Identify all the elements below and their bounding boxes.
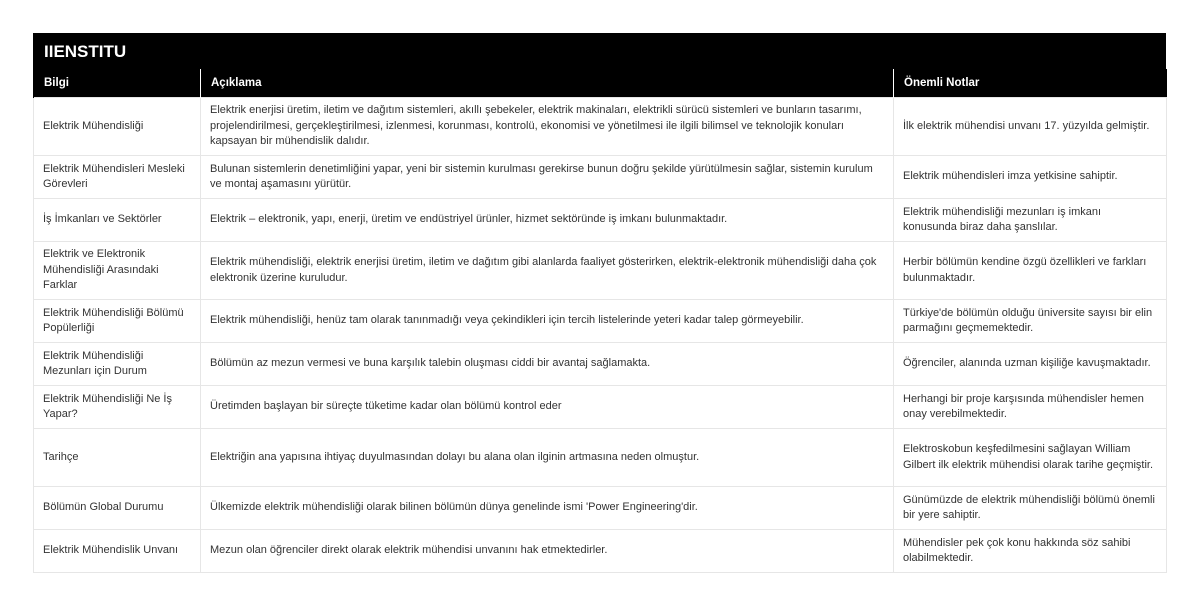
cell-bilgi: İş İmkanları ve Sektörler — [34, 199, 201, 242]
cell-aciklama: Üretimden başlayan bir süreçte tüketime kadar olan bölümü kontrol eder — [201, 386, 894, 429]
cell-aciklama: Bulunan sistemlerin denetimliğini yapar, yeni bir sistemin kurulması gerekirse bunun doğru şekilde yürütülmesin sağlar, sistemin kurulum ve montaj aşamasını yürütür. — [201, 156, 894, 199]
cell-notlar: Elektrik mühendisleri imza yetkisine sahiptir. — [894, 156, 1167, 199]
cell-bilgi: Elektrik Mühendisliği Ne İş Yapar? — [34, 386, 201, 429]
brand-title: IIENSTITU — [33, 33, 1166, 69]
cell-aciklama: Elektrik mühendisliği, henüz tam olarak tanınmadığı veya çekindikleri için tercih listelerinde yeteri kadar talep görmeyebilir. — [201, 300, 894, 343]
cell-bilgi: Elektrik Mühendislik Unvanı — [34, 530, 201, 573]
cell-bilgi: Elektrik Mühendisliği Bölümü Popülerliği — [34, 300, 201, 343]
table-row — [34, 429, 1167, 487]
table-row — [34, 242, 1167, 300]
table-row — [34, 199, 1167, 242]
cell-notlar: Herhangi bir proje karşısında mühendisler hemen onay verebilmektedir. — [894, 386, 1167, 429]
cell-notlar: Herbir bölümün kendine özgü özellikleri ve farkları bulunmaktadır. — [894, 242, 1167, 300]
table-row — [34, 156, 1167, 199]
cell-notlar: Günümüzde de elektrik mühendisliği bölümü önemli bir yere sahiptir. — [894, 487, 1167, 530]
column-header-bilgi: Bilgi — [34, 69, 201, 98]
cell-bilgi: Elektrik Mühendisliği — [34, 98, 201, 156]
cell-bilgi: Tarihçe — [34, 429, 201, 487]
cell-aciklama: Elektrik mühendisliği, elektrik enerjisi üretim, iletim ve dağıtım gibi alanlarda faaliyet gösterirken, elektrik-elektronik mühendisliği daha çok elektronik üzerine kuruludur. — [201, 242, 894, 300]
content-table-wrapper — [33, 33, 1166, 573]
cell-aciklama: Bölümün az mezun vermesi ve buna karşılık talebin oluşması ciddi bir avantaj sağlamakta. — [201, 343, 894, 386]
column-header-onemli-notlar: Önemli Notlar — [894, 69, 1167, 98]
cell-notlar: Elektroskobun keşfedilmesini sağlayan William Gilbert ilk elektrik mühendisi olarak tarihe geçmiştir. — [894, 429, 1167, 487]
cell-notlar: Türkiye'de bölümün olduğu üniversite sayısı bir elin parmağını geçmemektedir. — [894, 300, 1167, 343]
cell-bilgi: Elektrik Mühendisleri Mesleki Görevleri — [34, 156, 201, 199]
cell-aciklama: Elektrik – elektronik, yapı, enerji, üretim ve endüstriyel ürünler, hizmet sektöründe iş imkanı bulunmaktadır. — [201, 199, 894, 242]
table-row — [34, 98, 1167, 156]
cell-aciklama: Elektrik enerjisi üretim, iletim ve dağıtım sistemleri, akıllı şebekeler, elektrik makinaları, elektrikli sürücü sistemleri ve bunların tasarımı, projelendirilmesi, gerçekleştirilmesi, izlenmesi, korunması, kontrolü, ekonomisi ve yönetilmesi ile ilgili bilimsel ve teknolojik konuları kapsayan bir mühendislik dalıdır. — [201, 98, 894, 156]
table-row — [34, 300, 1167, 343]
table-row — [34, 386, 1167, 429]
cell-notlar: Elektrik mühendisliği mezunları iş imkanı konusunda biraz daha şanslılar. — [894, 199, 1167, 242]
cell-aciklama: Mezun olan öğrenciler direkt olarak elektrik mühendisi unvanını hak etmektedirler. — [201, 530, 894, 573]
info-table — [33, 69, 1167, 573]
cell-notlar: Mühendisler pek çok konu hakkında söz sahibi olabilmektedir. — [894, 530, 1167, 573]
cell-notlar: Öğrenciler, alanında uzman kişiliğe kavuşmaktadır. — [894, 343, 1167, 386]
table-row — [34, 487, 1167, 530]
cell-bilgi: Bölümün Global Durumu — [34, 487, 201, 530]
cell-notlar: İlk elektrik mühendisi unvanı 17. yüzyılda gelmiştir. — [894, 98, 1167, 156]
cell-aciklama: Ülkemizde elektrik mühendisliği olarak bilinen bölümün dünya genelinde ismi 'Power Engineering'dir. — [201, 487, 894, 530]
cell-bilgi: Elektrik ve Elektronik Mühendisliği Arasındaki Farklar — [34, 242, 201, 300]
table-header-row — [34, 69, 1167, 98]
cell-bilgi: Elektrik Mühendisliği Mezunları için Durum — [34, 343, 201, 386]
table-row — [34, 343, 1167, 386]
cell-aciklama: Elektriğin ana yapısına ihtiyaç duyulmasından dolayı bu alana olan ilginin artmasına neden olmuştur. — [201, 429, 894, 487]
column-header-aciklama: Açıklama — [201, 69, 894, 98]
table-row — [34, 530, 1167, 573]
